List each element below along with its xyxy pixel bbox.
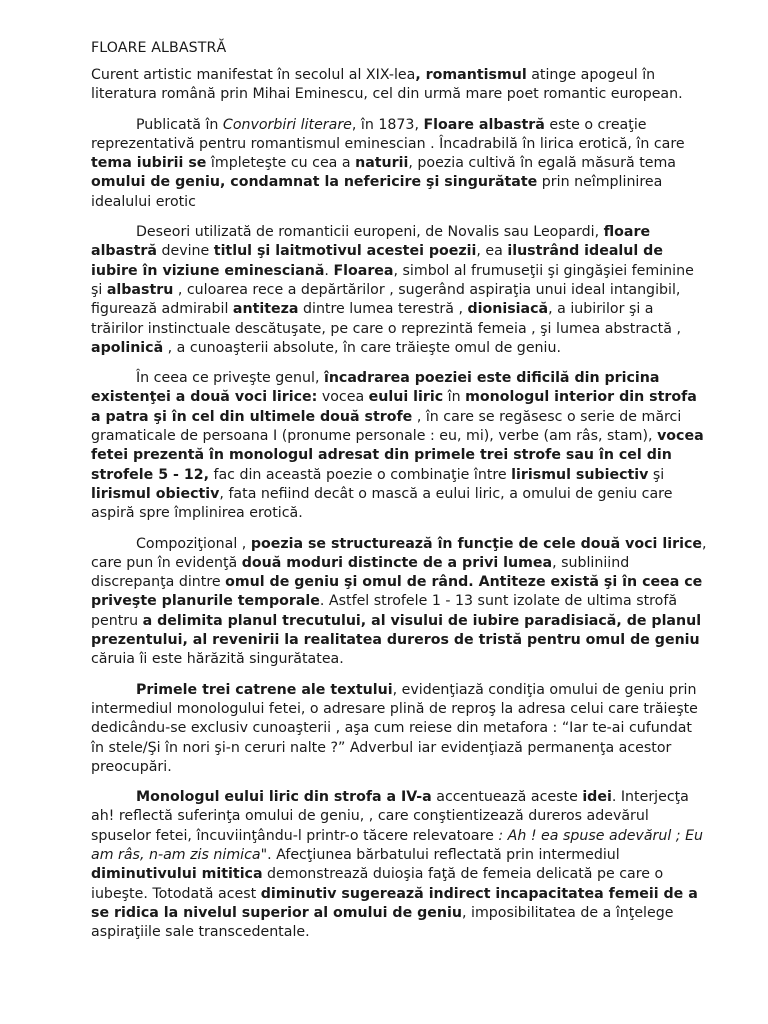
text-span: , evidenţiază condiţia omului de geniu prin intermediul monologului fetei, o adresare plină de reproş la adresa celui care trăieşte dedicându-se exclusiv cunoaşterii , aşa cum reiese din metafora : “Iar te-ai cufundat în stele/Şi în nori şi-n ceruri nalte ?” Adverbul iar evidenţiază permanenţa acestor preocupări. (91, 681, 698, 775)
text-span: atinge apogeul în literatura română prin Mihai Eminescu, cel din urmă mare poet romantic european. (91, 67, 683, 103)
text-span: şi (648, 466, 665, 483)
bold-span: idei (582, 789, 612, 806)
text-span: , simbol al frumuseţii şi gingăşiei feminine şi (91, 262, 694, 298)
paragraph-5 (91, 535, 708, 670)
text-span: dintre lumea terestră , (298, 301, 468, 318)
text-span: Deseori utilizată de romanticii europeni, de Novalis sau Leopardi, (136, 224, 604, 241)
bold-span: , romantismul (415, 67, 527, 83)
text-span: , poezia cultivă în egală măsură tema (408, 155, 676, 172)
bold-span: titlul şi laitmotivul acestei poezii (213, 243, 477, 260)
text-span: . (324, 262, 334, 279)
bold-span: Floare albastră (423, 116, 545, 133)
bold-span: omul de geniu şi omul de rând. Antiteze există şi în ceea ce priveşte planurile temporale (91, 574, 703, 610)
text-span: în (443, 389, 466, 406)
bold-span: lirismul subiectiv (511, 466, 649, 483)
bold-span: Primele trei catrene ale textului (136, 681, 393, 698)
bold-span: două moduri distincte de a privi lumea (241, 554, 553, 571)
bold-span: a delimita planul trecutului, al visului de iubire paradisiacă, de planul prezentului, al revenirii la realitatea dureros de tristă pentru omul de geniu (91, 612, 702, 649)
bold-span: dionisiacă (467, 301, 549, 318)
italic-span: Convorbiri literare (222, 116, 352, 133)
bold-span: lirismul obiectiv (91, 485, 220, 502)
bold-span: apolinică (91, 339, 164, 356)
paragraph-1 (91, 66, 708, 105)
bold-span: monologul interior din strofa a patra şi în cel din ultimele două strofe (91, 389, 697, 425)
italic-span: : Ah ! ea spuse adevărul ; Eu am râs, n-am zis nimica (91, 827, 704, 863)
bold-span: poezia se structurează în funcţie de cele două voci lirice (250, 535, 702, 552)
bold-span: albastru (106, 281, 174, 298)
text-span: , a cunoaşterii absolute, în care trăieşte omul de geniu. (163, 339, 561, 356)
text-span: accentuează aceste (431, 789, 583, 806)
bold-span: Floarea (333, 262, 394, 279)
text-span: Compoziţional , (136, 535, 251, 552)
bold-span: diminutiv sugerează indirect incapacitatea femeii de a se ridica la nivelul superior al omului de geniu (91, 885, 698, 921)
text-span: , în 1873, (351, 116, 424, 133)
document-title: FLOARE ALBASTRĂ (91, 40, 227, 56)
paragraph-2 (91, 116, 708, 212)
bold-span: diminutivului mititica (91, 866, 263, 883)
bold-span: floare albastră (91, 224, 651, 260)
text-span: fac din această poezie o combinaţie între (208, 466, 512, 483)
text-span: , în care se regăsesc o serie de mărci gramaticale de persoana I (pronume personale : eu, mi), verbe (am râs, stam), (91, 408, 682, 445)
bold-span: eului liric (368, 389, 444, 406)
bold-span: omului de geniu, condamnat la nefericire şi singurătate (91, 174, 538, 191)
paragraph-6 (91, 681, 708, 777)
text-span: În ceea ce priveşte genul, (136, 370, 324, 387)
text-span: împleteşte cu cea a (206, 155, 356, 172)
bold-span: vocea fetei prezentă în monologul adresat din primele trei strofe sau în cel din strofele 5 - 12, (91, 428, 704, 483)
text-span: . Interjecţa ah! reflectă suferinţa omului de geniu, , care conştientizează dureros adevărul spuselor fetei, încuviinţându-l printr-o tăcere relevatoare (91, 789, 689, 844)
text-span: Curent artistic manifestat în secolul al XIX-lea (91, 67, 416, 83)
text-span: Publicată în (136, 116, 223, 133)
text-span: este o creaţie reprezentativă pentru romantismul eminescian . Încadrabilă în lirica erotică, în care (91, 116, 685, 152)
text-span: prin neîmplinirea idealului erotic (91, 174, 663, 210)
text-span: , a iubirilor şi a trăirilor instinctuale descătuşate, pe care o reprezintă femeia , şi lumea abstractă , (91, 301, 681, 337)
text-span: căruia îi este hărăzită singurătatea. (91, 651, 344, 668)
paragraph-7 (91, 788, 708, 942)
bold-span: Monologul eului liric din strofa a IV-a (136, 789, 432, 806)
text-span: , ea (476, 243, 508, 260)
text-span: , subliniind discrepanţa dintre (91, 554, 630, 591)
text-span: vocea (317, 389, 369, 406)
text-span: devine (156, 243, 214, 260)
text-span: . Astfel strofele 1 - 13 sunt izolate de ultima strofă pentru (91, 593, 678, 629)
bold-span: naturii (355, 155, 409, 172)
text-span: , culoarea rece a depărtărilor , sugerând aspiraţia unui ideal intangibil, figurează admirabil (91, 281, 681, 318)
bold-span: încadrarea poeziei este dificilă din pricina existenţei a două voci lirice: (91, 370, 660, 406)
bold-span: ilustrând idealul de iubire în viziune eminesciană (91, 243, 663, 279)
text-span: , fata nefiind decât o mască a eului liric, a omului de geniu care aspiră spre împlinirea erotică. (91, 485, 673, 522)
bold-span: tema iubirii se (91, 155, 207, 172)
paragraph-4 (91, 369, 708, 523)
text-span: ". Afecţiunea bărbatului reflectată prin intermediul (260, 846, 620, 863)
text-span: , imposibilitatea de a înţelege aspiraţiile sale transcedentale. (91, 904, 674, 941)
text-span: , care pun în evidenţă (91, 535, 707, 571)
text-span: demonstrează duioşia faţă de femeia delicată pe care o iubeşte. Totodată acest (91, 866, 664, 902)
bold-span: antiteza (232, 301, 299, 318)
paragraph-3 (91, 223, 708, 358)
